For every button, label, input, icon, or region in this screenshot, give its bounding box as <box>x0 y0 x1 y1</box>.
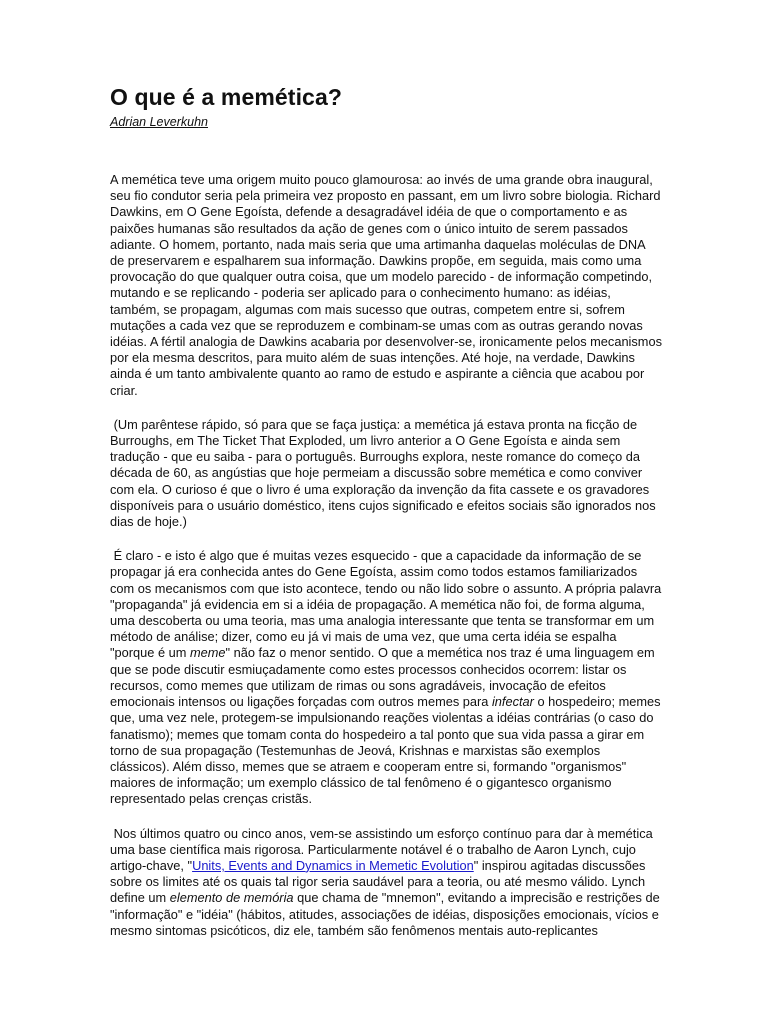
paragraph-4-text-a: Nos últimos quatro ou cinco anos, vem-se assistindo um esforço contínuo para dar à memética uma base científica mais rigorosa. Particularmente notável é o trabalho de Aaron Lynch, cujo artigo-chave, " <box>110 825 653 873</box>
paragraph-3-text-a: É claro - e isto é algo que é muitas vezes esquecido - que a capacidade da informação de se propagar já era conhecida antes do Gene Egoísta, assim como todos estamos familiarizados com os mecanismos com que isto acontece, tendo ou não lido sobre o assunto. A própria palavra "propaganda" já evidencia em si a idéia de propagação. A memética não foi, de forma alguma, uma descoberta ou uma teoria, mas uma analogia interessante que tenta se transformar em um método de análise; dizer, como eu já vi mais de uma vez, que uma certa idéia se espalha "porque é um <box>110 548 662 661</box>
paragraph-3-text-b: " não faz o menor sentido. O que a memética nos traz é uma linguagem em que se pode discutir esmiuçadamente como estes processos conhecidos ocorrem: listar os recursos, como memes que utilizam de rimas ou sons agradáveis, invocação de efeitos emocionais intensos ou ligações forçadas com outros memes para <box>110 645 655 710</box>
paragraph-4-text-b: " inspirou agitadas discussões sobre os limites até os quais tal rigor seria saudável para a teoria, ou até mesmo válido. Lynch define um <box>110 857 646 906</box>
paragraph-3 <box>110 548 662 807</box>
paragraph-3-emphasis-meme: meme <box>189 645 226 661</box>
author-byline: Adrian Leverkuhn <box>110 115 208 129</box>
paragraph-3-text-c: o hospedeiro; memes que, uma vez nele, protegem-se impulsionando reações violentas a idéias contrárias (o caso do fanatismo); memes que tomam conta do hospedeiro a tal ponto que sua vida passa a girar em torno de sua propagação (Testemunhas de Jeová, Krishnas e marxistas são exemplos clássicos). Além disso, memes que se atraem e cooperam entre si, formando "organismos" maiores de informação; um exemplo clássico de tal fenômeno é o gigantesco organismo representado pelas crenças cristãs. <box>110 694 661 807</box>
article-body <box>110 172 662 939</box>
paragraph-1: A memética teve uma origem muito pouco glamourosa: ao invés de uma grande obra inaugural, seu fio condutor seria pela primeira vez proposto en passant, em um livro sobre biologia. Richard Dawkins, em O Gene Egoísta, defende a desagradável idéia de que o comportamento e as paixões humanas são resultados da ação de genes com o único intuito de serem passados adiante. O homem, portanto, nada mais seria que uma artimanha daquelas moléculas de DNA de preservarem e espalharem sua informação. Dawkins propõe, em seguida, mais como uma provocação do que qualquer outra coisa, que um modelo parecido - de informação competindo, mutando e se replicando - poderia ser aplicado para o conhecimento humano: as idéias, também, se propagam, algumas com mais sucesso que outras, competem entre si, sofrem mutações a cada vez que se reproduzem e combinam-se umas com as outras gerando novas idéias. A fértil analogia de Dawkins acabaria por desenvolver-se, ironicamente pelos mecanismos por ela mesma descritos, para muito além de suas intenções. Até hoje, na verdade, Dawkins ainda é um tanto ambivalente quanto ao ramo de estudo e aspirante a ciência que acabou por criar. <box>110 172 662 398</box>
paragraph-4-text-c: que chama de "mnemon", evitando a imprecisão e restrições de "informação" e "idéia" (hábitos, atitudes, associações de idéias, disposições emocionais, vícios e mesmo sintomas psicóticos, diz ele, também são fenômenos mentais auto-replicantes <box>110 890 660 938</box>
paragraph-2-text: (Um parêntese rápido, só para que se faça justiça: a memética já estava pronta na ficção de Burroughs, em The Ticket That Exploded, um livro anterior a O Gene Egoísta e ainda sem tradução - que eu saiba - para o português. Burroughs explora, neste romance do começo da década de 60, as angústias que hoje permeiam a discussão sobre memética e como conviver com ela. O curioso é que o livro é uma exploração da invenção da fita cassete e os gravadores disponíveis para o usuário doméstico, itens cujos significado e efeitos sociais são ignorados nos dias de hoje.) <box>110 416 656 530</box>
paragraph-4-emphasis-elemento: elemento de memória <box>169 890 294 906</box>
paragraph-4 <box>110 826 662 939</box>
paragraph-2 <box>110 417 662 530</box>
page-title: O que é a memética? <box>110 84 342 110</box>
paragraph-3-emphasis-infectar: infectar <box>491 694 534 710</box>
article-link[interactable]: Units, Events and Dynamics in Memetic Evolution <box>192 857 474 873</box>
